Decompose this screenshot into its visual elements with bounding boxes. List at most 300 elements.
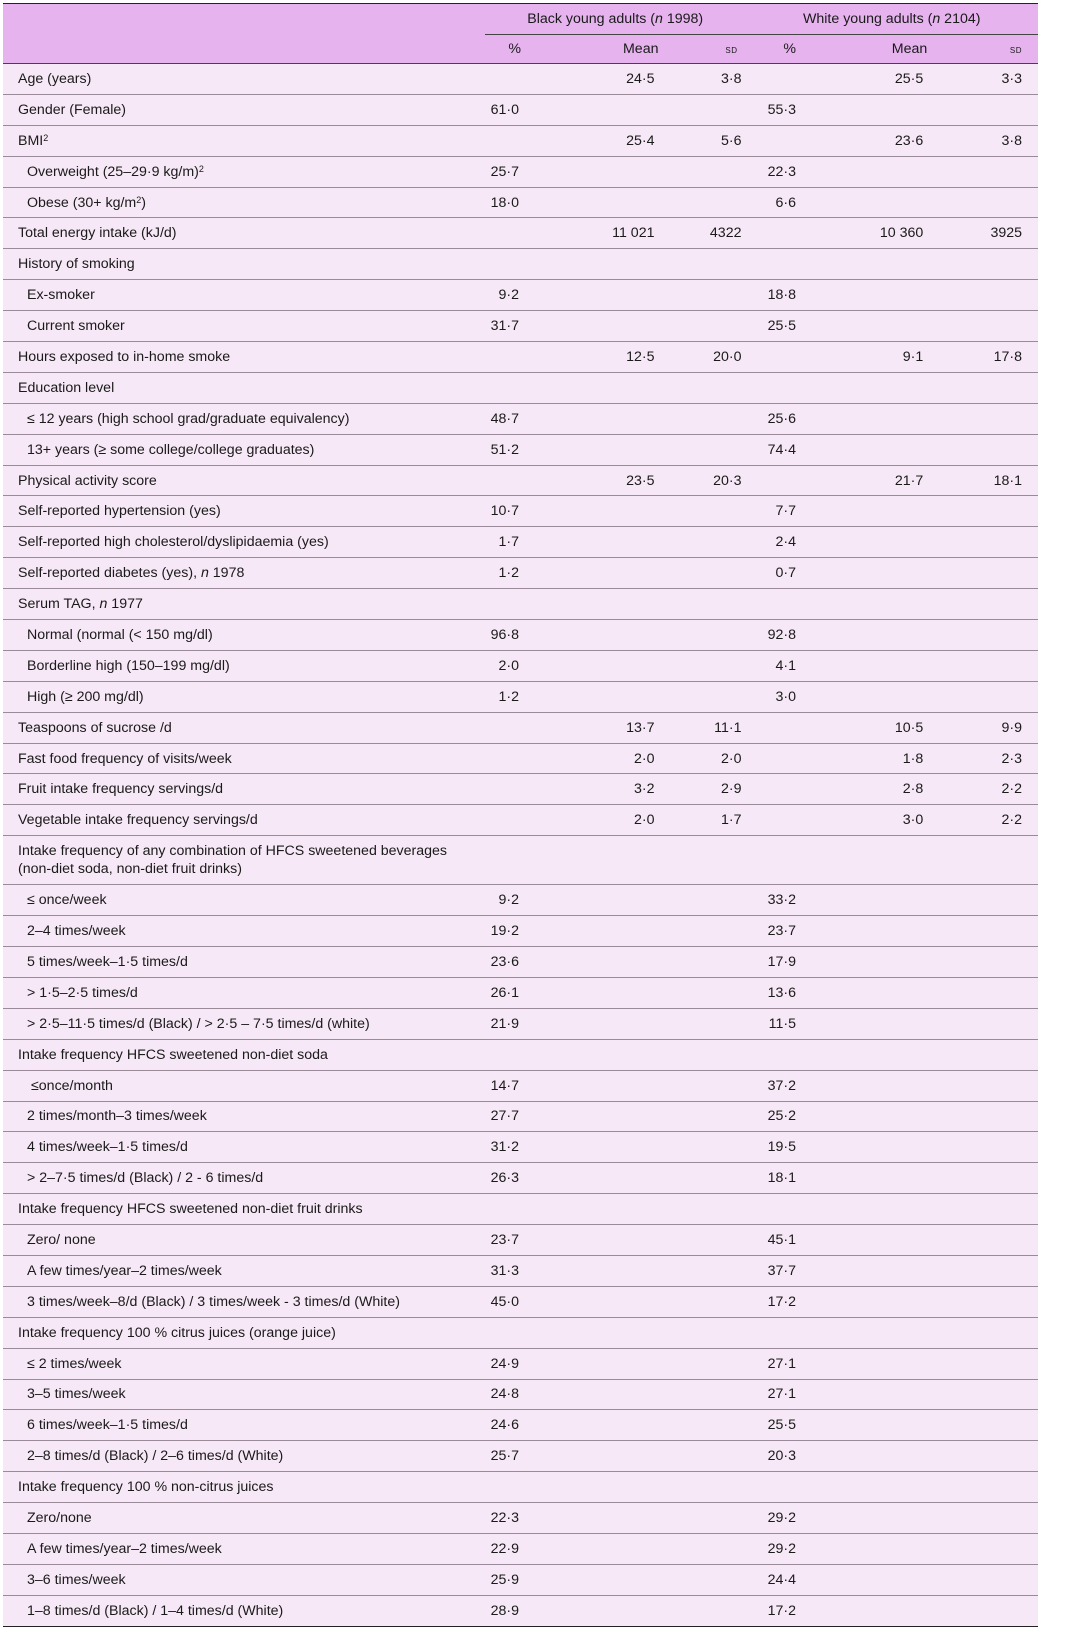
row-label [3, 1472, 485, 1503]
black-percent-cell [485, 465, 555, 496]
black-percent-cell: 23·7 [485, 1225, 555, 1256]
black-mean-cell [555, 1410, 677, 1441]
black-mean-cell: 25·4 [555, 125, 677, 156]
table-row [3, 64, 1038, 95]
black-percent-cell [485, 125, 555, 156]
black-sd-cell [676, 1441, 745, 1472]
white-sd-cell [945, 311, 1038, 342]
black-percent-cell [485, 805, 555, 836]
white-sd-cell: 3·3 [945, 64, 1038, 95]
row-label-text: ≤ once/week [27, 892, 107, 909]
black-mean-cell [555, 403, 677, 434]
row-label-text: 2–8 times/d (Black) / 2–6 times/d (White) [27, 1448, 284, 1465]
black-sd-cell [676, 1472, 745, 1503]
white-sd-cell [945, 1348, 1038, 1379]
black-percent-cell: 26·1 [485, 977, 555, 1008]
black-sd-cell: 4322 [676, 218, 745, 249]
table-row [3, 1070, 1038, 1101]
white-sd-header: sd [945, 35, 1038, 64]
row-label-text: Obese (30+ kg/m [27, 194, 137, 211]
row-label-text: History of smoking [18, 256, 135, 273]
white-mean-cell [832, 280, 945, 311]
white-mean-cell [832, 1008, 945, 1039]
table-row [3, 1101, 1038, 1132]
table-row [3, 1533, 1038, 1564]
white-mean-cell [832, 1317, 945, 1348]
white-percent-cell: 4·1 [745, 650, 832, 681]
table-row [3, 187, 1038, 218]
white-sd-cell [945, 1163, 1038, 1194]
table-row [3, 620, 1038, 651]
white-mean-cell: 21·7 [832, 465, 945, 496]
white-mean-cell: 10·5 [832, 712, 945, 743]
white-sd-cell [945, 1039, 1038, 1070]
table-row [3, 434, 1038, 465]
row-label-n: n [99, 596, 108, 613]
white-mean-cell [832, 1379, 945, 1410]
white-mean-cell [832, 885, 945, 916]
black-percent-cell: 27·7 [485, 1101, 555, 1132]
table-row [3, 1472, 1038, 1503]
row-label-text: Age (years) [18, 70, 92, 87]
table-row [3, 589, 1038, 620]
black-percent-cell: 22·3 [485, 1503, 555, 1534]
row-label-text: 6 times/week–1·5 times/d [27, 1417, 188, 1434]
row-label-text: Self-reported diabetes (yes), [18, 565, 201, 582]
white-mean-cell [832, 1564, 945, 1595]
white-percent-cell: 0·7 [745, 558, 832, 589]
white-sd-cell [945, 187, 1038, 218]
black-percent-cell: 25·9 [485, 1564, 555, 1595]
black-percent-cell [485, 342, 555, 373]
black-sd-cell [676, 156, 745, 187]
black-sd-cell [676, 1410, 745, 1441]
black-percent-cell: 10·7 [485, 496, 555, 527]
table-row [3, 311, 1038, 342]
black-mean-cell [555, 1503, 677, 1534]
row-label [3, 94, 485, 125]
row-label [3, 156, 485, 187]
row-label [3, 403, 485, 434]
white-sd-cell [945, 916, 1038, 947]
white-percent-cell [745, 342, 832, 373]
row-label [3, 1286, 485, 1317]
white-sd-cell [945, 620, 1038, 651]
black-sd-cell [676, 1379, 745, 1410]
row-label-text: Overweight (25–29·9 kg/m) [27, 163, 199, 180]
table-row [3, 774, 1038, 805]
black-percent-cell: 1·2 [485, 558, 555, 589]
black-mean-cell [555, 1472, 677, 1503]
row-label [3, 977, 485, 1008]
white-mean-cell [832, 1472, 945, 1503]
white-percent-cell: 25·2 [745, 1101, 832, 1132]
row-label-suffix: 1978 [208, 565, 245, 582]
white-percent-cell: 23·7 [745, 916, 832, 947]
white-mean-cell [832, 311, 945, 342]
white-percent-cell: 17·2 [767, 1602, 796, 1619]
white-sd-cell [945, 1317, 1038, 1348]
white-sd-cell [945, 372, 1038, 403]
black-percent-cell: 31·2 [485, 1132, 555, 1163]
row-label [3, 885, 485, 916]
white-sd-cell [945, 1472, 1038, 1503]
row-label [3, 1595, 485, 1625]
white-sd-cell [945, 1410, 1038, 1441]
row-label [3, 527, 485, 558]
white-mean-cell [832, 836, 945, 885]
black-mean-cell [555, 1564, 677, 1595]
white-percent-cell [745, 1472, 832, 1503]
black-mean-cell [555, 94, 677, 125]
row-label [3, 1132, 485, 1163]
row-label [3, 1533, 485, 1564]
white-mean-header: Mean [832, 35, 945, 64]
black-mean-cell [555, 496, 677, 527]
white-mean-cell [832, 496, 945, 527]
row-label-text: 5 times/week–1·5 times/d [27, 953, 188, 970]
table-body [3, 64, 1038, 1626]
white-percent-cell: 6·6 [745, 187, 832, 218]
white-sd-cell: 2·2 [945, 805, 1038, 836]
white-sd-cell [945, 1101, 1038, 1132]
white-sd-cell [945, 249, 1038, 280]
white-sd-cell [945, 1595, 1038, 1625]
black-percent-cell [485, 64, 555, 95]
table-row [3, 1348, 1038, 1379]
table-row [3, 885, 1038, 916]
black-mean-cell [555, 1039, 677, 1070]
black-sd-cell [676, 496, 745, 527]
white-percent-cell: 24·4 [745, 1564, 832, 1595]
black-mean-cell: 12·5 [555, 342, 677, 373]
white-percent-cell: 3·0 [745, 681, 832, 712]
row-label-text: Total energy intake (kJ/d) [18, 225, 177, 242]
row-label-text: High (≥ 200 mg/dl) [27, 688, 144, 705]
row-label [3, 496, 485, 527]
row-label-text: Teaspoons of sucrose /d [18, 719, 172, 736]
white-percent-cell [745, 805, 832, 836]
black-percent-cell [485, 743, 555, 774]
table-row [3, 1039, 1038, 1070]
white-mean-cell [832, 156, 945, 187]
white-sd-cell [945, 681, 1038, 712]
black-sd-cell [676, 249, 745, 280]
black-percent-cell: 19·2 [485, 916, 555, 947]
black-percent-header: % [485, 35, 555, 64]
white-sd-cell [945, 1379, 1038, 1410]
black-mean-cell [555, 527, 677, 558]
white-sd-cell: 3925 [945, 218, 1038, 249]
white-percent-cell: 19·5 [745, 1132, 832, 1163]
white-sd-cell [945, 1132, 1038, 1163]
black-sd-cell [676, 187, 745, 218]
white-percent-cell: 13·6 [745, 977, 832, 1008]
white-mean-cell [832, 403, 945, 434]
black-mean-cell [555, 1255, 677, 1286]
black-percent-cell: 28·9 [490, 1602, 519, 1619]
table-row [3, 496, 1038, 527]
white-percent-header: % [745, 35, 832, 64]
row-label [3, 1441, 485, 1472]
black-mean-cell [555, 156, 677, 187]
row-label [3, 311, 485, 342]
white-mean-cell [832, 187, 945, 218]
black-mean-cell [555, 650, 677, 681]
white-percent-cell: 55·3 [745, 94, 832, 125]
black-percent-cell: 24·8 [485, 1379, 555, 1410]
table-row [3, 280, 1038, 311]
black-sd-cell [676, 589, 745, 620]
row-label [3, 372, 485, 403]
row-label-text: Vegetable intake frequency servings/d [18, 812, 258, 829]
black-sd-cell [676, 1348, 745, 1379]
black-percent-cell: 24·6 [485, 1410, 555, 1441]
row-label [3, 249, 485, 280]
white-mean-cell [832, 620, 945, 651]
black-mean-cell: 11 021 [555, 218, 677, 249]
black-sd-cell [676, 1533, 745, 1564]
table-row [3, 1163, 1038, 1194]
data-table [3, 4, 1038, 1626]
white-mean-cell: 9·1 [832, 342, 945, 373]
white-percent-cell [745, 836, 832, 885]
white-sd-cell [945, 156, 1038, 187]
table-row [3, 558, 1038, 589]
black-mean-cell [555, 1163, 677, 1194]
table-row [3, 743, 1038, 774]
black-percent-cell: 25·7 [485, 1441, 555, 1472]
table-row [3, 1008, 1038, 1039]
white-mean-cell [832, 1194, 945, 1225]
table-row [3, 947, 1038, 978]
white-mean-cell: 10 360 [832, 218, 945, 249]
black-mean-cell: 13·7 [555, 712, 677, 743]
black-sd-cell: 20·0 [676, 342, 745, 373]
white-mean-cell [832, 558, 945, 589]
white-mean-cell [832, 650, 945, 681]
white-mean-cell: 1·8 [832, 743, 945, 774]
black-sd-cell [676, 1317, 745, 1348]
white-percent-cell [745, 218, 832, 249]
black-mean-cell: 24·5 [555, 64, 677, 95]
black-sd-cell: 11·1 [676, 712, 745, 743]
black-percent-cell: 26·3 [485, 1163, 555, 1194]
white-mean-cell: 23·6 [832, 125, 945, 156]
black-sd-cell [676, 916, 745, 947]
black-sd-cell [676, 434, 745, 465]
white-sd-cell [945, 496, 1038, 527]
white-n-italic: n [932, 11, 941, 27]
black-mean-cell [555, 836, 677, 885]
row-label [3, 947, 485, 978]
row-label-text: > 1·5–2·5 times/d [27, 984, 138, 1001]
white-percent-cell: 25·6 [745, 403, 832, 434]
white-percent-cell: 22·3 [745, 156, 832, 187]
row-label-text: Hours exposed to in-home smoke [18, 348, 231, 365]
black-sd-cell [676, 650, 745, 681]
white-sd-cell [945, 1008, 1038, 1039]
row-label [3, 681, 485, 712]
white-mean-cell [832, 372, 945, 403]
white-sd-cell [945, 1194, 1038, 1225]
table-row [3, 916, 1038, 947]
black-sd-cell [676, 620, 745, 651]
black-mean-cell [555, 1317, 677, 1348]
black-percent-cell: 21·9 [485, 1008, 555, 1039]
table-row [3, 836, 1038, 885]
black-percent-cell: 2·0 [485, 650, 555, 681]
table-row [3, 1255, 1038, 1286]
white-mean-cell [832, 1255, 945, 1286]
table-row [3, 218, 1038, 249]
white-mean-cell [832, 916, 945, 947]
row-label [3, 465, 485, 496]
row-label-text: Self-reported hypertension (yes) [18, 503, 221, 520]
black-mean-cell [555, 1101, 677, 1132]
black-sd-cell: 5·6 [676, 125, 745, 156]
black-mean-cell [555, 681, 677, 712]
row-label [3, 916, 485, 947]
table-row [3, 1317, 1038, 1348]
black-percent-cell [485, 836, 555, 885]
white-group-header [745, 4, 1038, 35]
black-percent-cell [485, 372, 555, 403]
white-percent-cell: 11·5 [745, 1008, 832, 1039]
black-sd-cell: 20·3 [676, 465, 745, 496]
black-sd-cell [676, 403, 745, 434]
row-label-suffix: ) [141, 194, 146, 211]
black-mean-cell [555, 1379, 677, 1410]
white-sd-cell [945, 836, 1038, 885]
white-sd-cell: 2·2 [945, 774, 1038, 805]
row-label [3, 434, 485, 465]
table-row [3, 712, 1038, 743]
row-label [3, 187, 485, 218]
row-label [3, 342, 485, 373]
row-label-text: 3 times/week–8/d (Black) / 3 times/week - 3 times/d (White) [27, 1293, 400, 1310]
white-percent-cell: 20·3 [745, 1441, 832, 1472]
row-label [3, 1101, 485, 1132]
white-percent-cell: 27·1 [745, 1379, 832, 1410]
white-mean-cell [832, 681, 945, 712]
white-sd-cell [945, 947, 1038, 978]
row-label [3, 620, 485, 651]
black-sd-cell [676, 94, 745, 125]
black-n-value: 1998) [662, 11, 704, 27]
table-row [3, 342, 1038, 373]
row-label [3, 1503, 485, 1534]
black-mean-cell [555, 1008, 677, 1039]
white-percent-cell: 33·2 [745, 885, 832, 916]
black-percent-cell: 1·7 [485, 527, 555, 558]
black-sd-cell [676, 311, 745, 342]
row-label-text: Intake frequency of any combination of HFCS sweetened beverages [18, 843, 448, 860]
row-label [3, 1008, 485, 1039]
row-label-text: 1–8 times/d (Black) / 1–4 times/d (White) [27, 1602, 284, 1619]
table-row [3, 156, 1038, 187]
white-mean-cell [832, 1410, 945, 1441]
row-label [3, 280, 485, 311]
white-mean-cell [832, 977, 945, 1008]
black-percent-cell: 25·7 [485, 156, 555, 187]
white-mean-cell [832, 1348, 945, 1379]
white-mean-cell [832, 249, 945, 280]
white-n-value: 2104) [940, 11, 981, 27]
row-label [3, 125, 485, 156]
white-mean-cell [832, 1533, 945, 1564]
white-group-label: White young adults ( [803, 11, 933, 27]
row-label-text: BMI [18, 132, 44, 149]
black-mean-cell [555, 977, 677, 1008]
black-sd-cell: 2·9 [676, 774, 745, 805]
black-group-label: Black young adults ( [527, 11, 656, 27]
row-label [3, 650, 485, 681]
table-row [3, 403, 1038, 434]
row-label [3, 836, 485, 885]
black-percent-cell: 51·2 [485, 434, 555, 465]
row-label-suffix: 1977 [107, 596, 143, 613]
black-sd-cell [676, 527, 745, 558]
white-percent-cell: 17·2 [745, 1286, 832, 1317]
row-label [3, 1039, 485, 1070]
black-sd-cell [676, 372, 745, 403]
white-sd-cell [945, 1286, 1038, 1317]
white-sd-cell [945, 280, 1038, 311]
white-sd-cell [945, 650, 1038, 681]
row-label-text: Physical activity score [18, 472, 157, 489]
row-label [3, 1348, 485, 1379]
white-percent-cell: 29·2 [745, 1533, 832, 1564]
row-label-text: Fast food frequency of visits/week [18, 750, 232, 767]
row-label-text: 3–6 times/week [27, 1571, 126, 1588]
row-label-text: A few times/year–2 times/week [27, 1540, 222, 1557]
black-mean-cell: 2·0 [555, 805, 677, 836]
black-mean-cell [555, 311, 677, 342]
black-mean-cell [555, 372, 677, 403]
white-sd-cell [945, 1503, 1038, 1534]
white-mean-cell [832, 1503, 945, 1534]
black-sd-cell [676, 558, 745, 589]
table-row [3, 1410, 1038, 1441]
table-row [3, 1441, 1038, 1472]
black-percent-cell: 96·8 [485, 620, 555, 651]
black-percent-cell [485, 249, 555, 280]
white-percent-cell: 74·4 [745, 434, 832, 465]
white-sd-cell: 3·8 [945, 125, 1038, 156]
black-percent-cell: 31·7 [485, 311, 555, 342]
white-mean-cell [832, 589, 945, 620]
table-header [3, 4, 1038, 64]
white-mean-cell [832, 94, 945, 125]
row-label-text: Normal (normal (< 150 mg/dl) [27, 626, 213, 643]
row-label-text: Intake frequency 100 % non-citrus juices [18, 1479, 274, 1496]
black-sd-cell [676, 1039, 745, 1070]
white-percent-cell: 45·1 [745, 1225, 832, 1256]
black-percent-cell: 31·3 [485, 1255, 555, 1286]
row-label [3, 774, 485, 805]
white-sd-cell [945, 1564, 1038, 1595]
black-mean-cell [555, 1286, 677, 1317]
row-label-text: A few times/year–2 times/week [27, 1262, 222, 1279]
white-percent-cell [745, 712, 832, 743]
white-percent-cell: 17·9 [745, 947, 832, 978]
black-sd-cell: 1·7 [676, 805, 745, 836]
black-mean-cell [555, 249, 677, 280]
black-percent-cell [485, 1194, 555, 1225]
table-row [3, 372, 1038, 403]
table-row [3, 1595, 1038, 1625]
